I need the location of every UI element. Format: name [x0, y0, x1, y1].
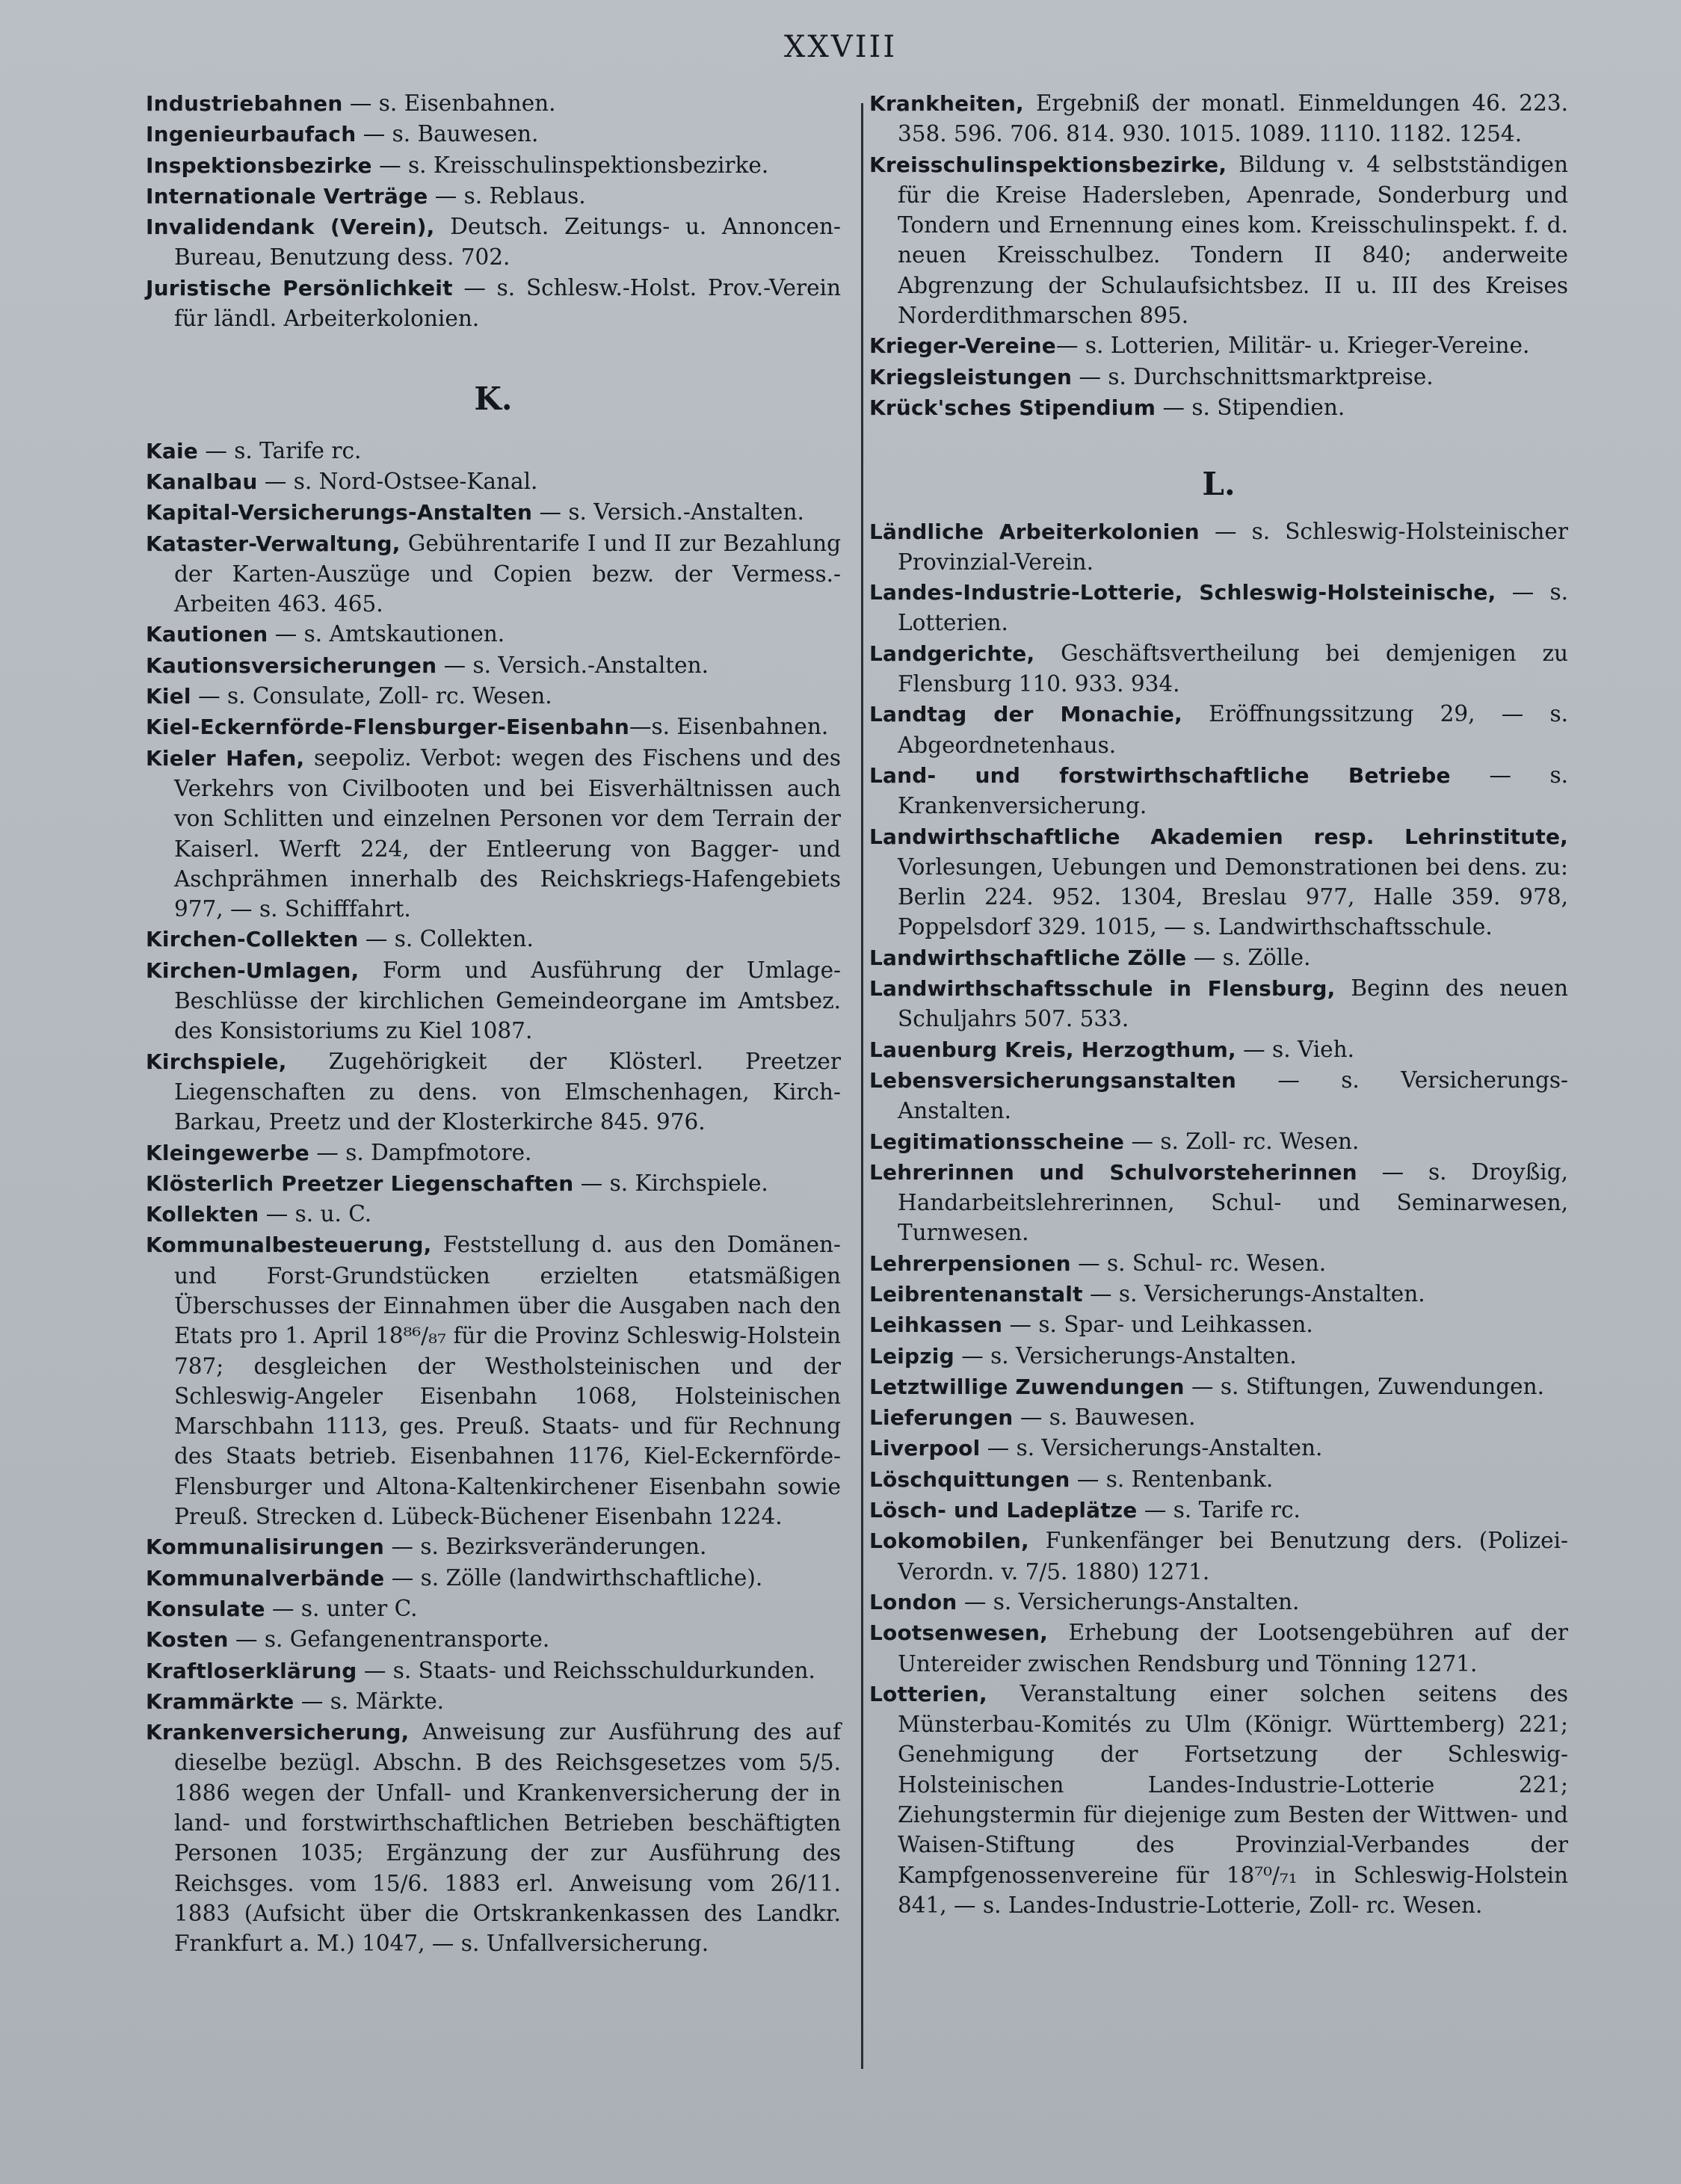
entry-text: — s. Versich.-Anstalten.: [437, 652, 709, 678]
entry-text: — s. Zölle.: [1186, 944, 1311, 970]
index-entry: [869, 577, 1568, 638]
entry-text: — s. Dampfmotore.: [309, 1139, 532, 1165]
index-entry: [146, 1046, 841, 1138]
index-entry: [869, 516, 1568, 578]
index-entry: [869, 1034, 1568, 1065]
section-letter-l: L.: [1202, 466, 1236, 503]
index-entry: [869, 392, 1568, 423]
entry-text: — s. Durchschnittsmarktpreise.: [1072, 363, 1434, 389]
entry-text: — s. Spar- und Leihkassen.: [1002, 1312, 1313, 1338]
index-entry: [146, 650, 841, 681]
entry-text: — s. Bauwesen.: [356, 121, 539, 147]
index-entry: [869, 1248, 1568, 1279]
entry-keyword: Lieferungen: [869, 1405, 1014, 1431]
index-entry: [146, 181, 841, 212]
index-entry: [869, 1433, 1568, 1463]
entry-keyword: Kriegsleistungen: [869, 364, 1073, 389]
index-entry: [869, 1464, 1568, 1495]
index-entry: [146, 1717, 841, 1958]
entry-keyword: Kirchspiele,: [146, 1049, 287, 1074]
entry-keyword: Kiel-Eckernförde-Flensburger-Eisenbahn: [146, 715, 629, 740]
index-entry: [146, 1686, 841, 1717]
entry-keyword: Juristische Persönlichkeit: [146, 275, 453, 300]
index-entry: [869, 1679, 1568, 1920]
entry-keyword: Landgerichte,: [869, 641, 1035, 666]
entry-text: — s. Staats- und Reichsschuldurkunden.: [357, 1657, 815, 1683]
entry-text: — s. Consulate, Zoll- rc. Wesen.: [191, 683, 552, 709]
entry-keyword: Inspektionsbezirke: [146, 152, 372, 178]
index-entry: [146, 497, 841, 528]
column-divider: [861, 103, 863, 2069]
entry-text: seepoliz. Verbot: wegen des Fischens und des Verkehrs von Civilbooten und bei Eisverhältnissen auch von Schlitten und einzelnen Personen vor dem Terrain der Kaiserl. Werft 224, der Entleerung von Bagger- und Aschprähmen innerhalb des Reichskriegs-Hafengebiets 977, — s. Schifffahrt.: [174, 744, 841, 922]
entry-keyword: Landwirthschaftliche Zölle: [869, 945, 1187, 970]
index-entry: [869, 1587, 1568, 1617]
entry-text: — s. unter C.: [265, 1595, 418, 1621]
entry-text: — s. Schleswig-Holsteinischer Provinzial-Verein.: [898, 518, 1568, 575]
entry-keyword: Lehrerinnen und Schulvorsteherinnen: [869, 1159, 1357, 1185]
index-entry: [146, 955, 841, 1046]
index-entry: [869, 1495, 1568, 1526]
entry-keyword: Lehrerpensionen: [869, 1250, 1071, 1276]
index-entry: [146, 1531, 841, 1562]
entry-text: — s. Vieh.: [1236, 1036, 1354, 1062]
entry-text: — s. Versicherungs-Anstalten.: [980, 1435, 1323, 1461]
entries-k: [146, 436, 841, 1959]
index-entry: [869, 1279, 1568, 1310]
entry-keyword: Invalidendank (Verein),: [146, 215, 435, 240]
entry-text: Bildung v. 4 selbstständigen für die Kreise Hadersleben, Apenrade, Sonderburg und Tondern und Ernennung eines kom. Kreisschulinspekt. f. d. neuen Kreisschulbez. Tondern II 840; anderweite Abgrenzung der Schulaufsichtsbez. II u. III des Kreises Norderdithmarschen 895.: [898, 151, 1568, 329]
index-entry: [146, 1230, 841, 1531]
index-entry: [869, 1526, 1568, 1587]
entry-keyword: Landtag der Monachie,: [869, 702, 1182, 727]
entry-text: — s. Gefangenentransporte.: [228, 1626, 550, 1653]
entry-keyword: Kosten: [146, 1627, 229, 1653]
index-entry: [146, 1168, 841, 1199]
index-entry: [869, 1157, 1568, 1248]
entry-keyword: Krankheiten,: [869, 91, 1024, 116]
entry-keyword: Klösterlich Preetzer Liegenschaften: [146, 1170, 574, 1196]
index-entry: [146, 212, 841, 273]
entry-text: — s. Tarife rc.: [1137, 1497, 1301, 1523]
entry-text: — s. Amtskautionen.: [268, 621, 505, 647]
entry-keyword: Kiel: [146, 684, 191, 709]
entry-keyword: Lauenburg Kreis, Herzogthum,: [869, 1037, 1236, 1062]
entry-keyword: Legitimationsscheine: [869, 1129, 1125, 1154]
entry-text: — s. Versicherungs-Anstalten.: [1082, 1280, 1425, 1307]
entry-text: — s. Eisenbahnen.: [342, 90, 556, 116]
entry-text: —s. Eisenbahnen.: [629, 714, 829, 740]
entry-keyword: Lootsenwesen,: [869, 1620, 1048, 1646]
index-entry: [869, 1372, 1568, 1402]
entry-keyword: Lösch- und Ladeplätze: [869, 1498, 1138, 1523]
entry-text: — s. Lotterien, Militär- u. Krieger-Vereine.: [1055, 333, 1530, 359]
entry-text: — s. Kreisschulinspektionsbezirke.: [371, 152, 769, 178]
index-entry: [869, 1402, 1568, 1433]
entries-l: [869, 516, 1568, 1921]
entry-keyword: Krammärkte: [146, 1688, 294, 1714]
entry-text: Veranstaltung einer solchen seitens des Münsterbau-Komités zu Ulm (Königr. Württemberg) 221; Genehmigung der Fortsetzung der Schleswig-Holsteinischen Landes-Industrie-Lotterie 221; Ziehungstermin für diejenige zum Besten der Wittwen- und Waisen-Stiftung des Provinzial-Verbandes der Kampfgenossenvereine für 18⁷⁰/₇₁ in Schleswig-Holstein 841, — s. Landes-Industrie-Lotterie, Zoll- rc. Wesen.: [898, 1680, 1568, 1918]
entry-keyword: Kapital-Versicherungs-Anstalten: [146, 500, 533, 525]
entry-keyword: Kleingewerbe: [146, 1140, 309, 1165]
entry-keyword: Landes-Industrie-Lotterie, Schleswig-Holsteinische,: [869, 580, 1496, 605]
entries-i-j: [146, 88, 841, 333]
entry-text: Vorlesungen, Uebungen und Demonstrationen bei dens. zu: Berlin 224. 952. 1304, Breslau 977, Halle 359. 978, Poppelsdorf 329. 1015, — s. Landwirthschaftsschule.: [898, 854, 1568, 940]
entry-text: — s. Tarife rc.: [197, 437, 362, 463]
index-entry: [869, 760, 1568, 821]
index-entry: [869, 1341, 1568, 1372]
index-entry: [869, 149, 1568, 331]
index-entry: [869, 1617, 1568, 1679]
index-entry: [146, 88, 841, 119]
entry-keyword: London: [869, 1589, 957, 1614]
entry-keyword: Kirchen-Umlagen,: [146, 957, 360, 983]
entry-keyword: Krankenversicherung,: [146, 1720, 410, 1745]
entry-text: — s. Versicherungs-Anstalten.: [957, 1588, 1300, 1614]
entry-text: Feststellung d. aus den Domänen- und Forst-Grundstücken erzielten etatsmäßigen Überschusses der Einnahmen über die Ausgaben nach den Etats pro 1. April 18⁸⁶/₈₇ für die Provinz Schleswig-Holstein 787; desgleichen der Westholsteinischen und der Schleswig-Angeler Eisenbahn 1068, Holsteinischen Marschbahn 1113, ges. Preuß. Staats- und für Rechnung des Staats betrieb. Eisenbahnen 1176, Kiel-Eckernförde-Flensburger und Altona-Kaltenkirchener Eisenbahn sowie Preuß. Strecken d. Lübeck-Büchener Eisenbahn 1224.: [174, 1232, 841, 1530]
index-entry: [146, 1138, 841, 1168]
entry-text: — s. Versich.-Anstalten.: [532, 499, 804, 525]
index-entry: [146, 1563, 841, 1594]
index-entry: [146, 150, 841, 181]
index-entry: [869, 699, 1568, 760]
entry-keyword: Liverpool: [869, 1436, 981, 1461]
entry-text: — s. Stiftungen, Zuwendungen.: [1184, 1373, 1544, 1399]
right-column: [869, 88, 1568, 1920]
entry-text: — s. Zölle (landwirthschaftliche).: [384, 1564, 763, 1591]
entry-text: — s. Droyßig, Handarbeitslehrerinnen, Schul- und Seminarwesen, Turnwesen.: [898, 1159, 1569, 1246]
entry-keyword: Leipzig: [869, 1343, 954, 1369]
entry-keyword: Kirchen-Collekten: [146, 927, 359, 952]
index-entry: [146, 528, 841, 620]
index-entry: [146, 466, 841, 497]
index-entry: [869, 638, 1568, 700]
entry-keyword: Kraftloserklärung: [146, 1658, 357, 1683]
entry-keyword: Kataster-Verwaltung,: [146, 531, 401, 556]
entry-text: — s. Stipendien.: [1156, 394, 1345, 420]
entry-keyword: Kautionen: [146, 622, 268, 647]
entry-text: — s. Lotterien.: [898, 579, 1568, 636]
entry-text: — s. Reblaus.: [428, 182, 586, 209]
entry-text: — s. Zoll- rc. Wesen.: [1124, 1128, 1360, 1154]
index-entry: [146, 743, 841, 925]
entry-text: — s. Kirchspiele.: [573, 1170, 768, 1196]
entries-k-continued: [869, 88, 1568, 423]
entry-keyword: Landwirthschaftliche Akademien resp. Lehrinstitute,: [869, 824, 1568, 849]
entry-text: — s. Bauwesen.: [1013, 1404, 1196, 1431]
page-number: XXVIII: [783, 30, 898, 64]
entry-text: — s. Krankenversicherung.: [898, 762, 1568, 819]
entry-keyword: Leihkassen: [869, 1312, 1003, 1338]
entry-text: Gebührentarife I und II zur Bezahlung der Karten-Auszüge und Copien bezw. der Vermess.-Arbeiten 463. 465.: [174, 530, 841, 617]
entry-text: Form und Ausführung der Umlage-Beschlüsse der kirchlichen Gemeindeorgane im Amtsbez. des Konsistoriums zu Kiel 1087.: [174, 957, 841, 1044]
entry-keyword: Lebensversicherungsanstalten: [869, 1067, 1236, 1093]
index-entry: [146, 1594, 841, 1624]
entry-keyword: Kommunalisirungen: [146, 1534, 385, 1560]
index-entry: [869, 330, 1568, 361]
entry-keyword: Krieger-Vereine: [869, 333, 1056, 359]
entry-keyword: Kanalbau: [146, 469, 258, 494]
entry-text: Funkenfänger bei Benutzung ders. (Polizei-Verordn. v. 7/5. 1880) 1271.: [898, 1528, 1568, 1585]
entry-text: Geschäftsvertheilung bei demjenigen zu Flensburg 110. 933. 934.: [898, 640, 1568, 697]
index-entry: [146, 1624, 841, 1655]
index-entry: [869, 1065, 1568, 1126]
entry-keyword: Kommunalbesteuerung,: [146, 1233, 432, 1258]
entry-text: Beginn des neuen Schuljahrs 507. 533.: [898, 975, 1568, 1032]
index-entry: [146, 1656, 841, 1686]
entry-keyword: Kieler Hafen,: [146, 745, 305, 771]
entry-text: Deutsch. Zeitungs- u. Annoncen-Bureau, Benutzung dess. 702.: [174, 214, 841, 271]
index-entry: [146, 119, 841, 149]
entry-text: Eröffnungssitzung 29, — s. Abgeordnetenhaus.: [898, 701, 1568, 758]
entry-keyword: Lokomobilen,: [869, 1529, 1029, 1554]
index-entry: [869, 88, 1568, 149]
entry-keyword: Konsulate: [146, 1596, 265, 1621]
index-entry: [146, 712, 841, 742]
index-entry: [869, 1126, 1568, 1157]
index-entry: [869, 1310, 1568, 1340]
entry-text: — s. Versicherungs-Anstalten.: [954, 1342, 1297, 1369]
left-column: [146, 88, 841, 1959]
entry-text: Ergebniß der monatl. Einmeldungen 46. 223. 358. 596. 706. 814. 930. 1015. 1089. 1110. 1182. 1254.: [898, 90, 1568, 147]
entry-keyword: Letztwillige Zuwendungen: [869, 1374, 1185, 1399]
entry-keyword: Ingenieurbaufach: [146, 122, 357, 147]
entry-keyword: Leibrentenanstalt: [869, 1281, 1083, 1307]
entry-keyword: Land- und forstwirthschaftliche Betriebe: [869, 762, 1451, 788]
entry-text: — s. Collekten.: [358, 926, 534, 952]
entry-keyword: Kommunalverbände: [146, 1565, 385, 1591]
entry-keyword: Kreisschulinspektionsbezirke,: [869, 152, 1227, 177]
index-entry: [869, 943, 1568, 973]
section-letter-k: K.: [474, 380, 513, 418]
index-entry: [146, 681, 841, 712]
entry-keyword: Internationale Verträge: [146, 183, 428, 209]
entry-keyword: Löschquittungen: [869, 1466, 1070, 1492]
entry-text: — s. Nord-Ostsee-Kanal.: [257, 468, 538, 494]
entry-text: — s. Schul- rc. Wesen.: [1070, 1250, 1327, 1276]
entry-text: — s. Bezirksveränderungen.: [384, 1534, 707, 1560]
entry-text: — s. Märkte.: [294, 1688, 445, 1714]
index-entry: [869, 973, 1568, 1034]
index-entry: [146, 1199, 841, 1230]
entry-keyword: Lotterien,: [869, 1681, 987, 1706]
entry-keyword: Kollekten: [146, 1202, 259, 1227]
entry-keyword: Kautionsversicherungen: [146, 653, 437, 678]
entry-keyword: Industriebahnen: [146, 91, 343, 116]
entry-text: — s. Versicherungs-Anstalten.: [898, 1067, 1568, 1124]
entry-keyword: Ländliche Arbeiterkolonien: [869, 519, 1200, 544]
entry-text: — s. Rentenbank.: [1070, 1466, 1274, 1492]
index-entry: [146, 619, 841, 650]
index-entry: [146, 436, 841, 466]
entry-text: — s. u. C.: [259, 1201, 372, 1227]
entry-keyword: Landwirthschaftsschule in Flensburg,: [869, 976, 1336, 1002]
index-entry: [869, 362, 1568, 392]
entry-text: Anweisung zur Ausführung des auf dieselbe bezügl. Abschn. B des Reichsgesetzes vom 5/5. 1886 wegen der Unfall- und Krankenversicherung der in land- und forstwirthschaftlichen Betrieben beschäftigten Personen 1035; Ergänzung der zur Ausführung des Reichsges. vom 15/6. 1883 erl. Anweisung vom 26/11. 1883 (Aufsicht über die Ortskrankenkassen des Landkr. Frankfurt a. M.) 1047, — s. Unfallversicherung.: [174, 1719, 841, 1957]
index-entry: [869, 821, 1568, 943]
entry-text: Erhebung der Lootsengebühren auf der Untereider zwischen Rendsburg und Tönning 1271.: [898, 1620, 1568, 1676]
entry-keyword: Kaie: [146, 438, 198, 463]
index-entry: [146, 273, 841, 334]
index-entry: [146, 924, 841, 954]
entry-keyword: Krück'sches Stipendium: [869, 395, 1156, 420]
entry-text: — s. Schlesw.-Holst. Prov.-Verein für ländl. Arbeiterkolonien.: [174, 274, 841, 332]
entry-text: Zugehörigkeit der Klösterl. Preetzer Liegenschaften zu dens. von Elmschenhagen, Kirch-Barkau, Preetz und der Klosterkirche 845. 976.: [174, 1048, 841, 1135]
